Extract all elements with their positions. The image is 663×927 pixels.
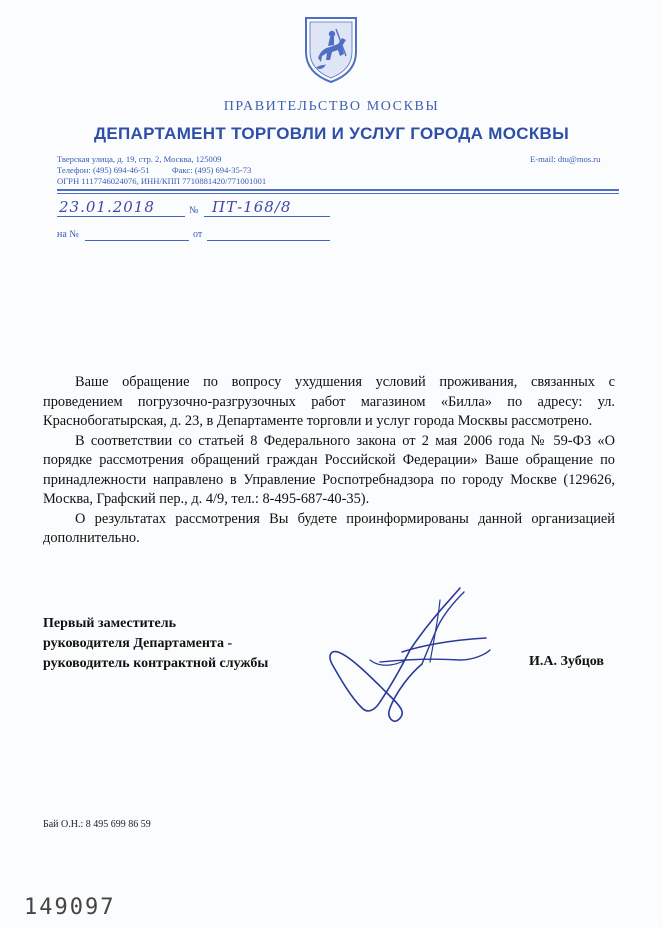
stamp-number: 149097 (24, 895, 116, 920)
department-name: ДЕПАРТАМЕНТ ТОРГОВЛИ И УСЛУГ ГОРОДА МОСКВЫ (93, 124, 570, 143)
header-rule-thick (57, 189, 619, 191)
phone: Телефон: (495) 694-46-51 (57, 165, 150, 175)
fax: Факс: (495) 694-35-73 (171, 165, 252, 175)
executor-contact: Бай О.Н.: 8 495 699 86 59 (43, 819, 151, 830)
signer-title (43, 614, 268, 674)
body-paragraph: В соответствии со статьей 8 Федерального закона от 2 мая 2006 года № 59-ФЗ «О порядке рассмотрения обращений граждан Российской Федерации» Ваше обращение по принадлежности направлено в Управление Роспотребнадзора по городу Москве (129626, Москва, Графский пер., д. 4/9, тел.: 8-495-687-40-35). (43, 432, 615, 507)
on-number-label: на № (57, 229, 79, 240)
registration-ids: ОГРН 1117746024076, ИНН/КПП 7710881420/771001001 (57, 176, 267, 186)
signer-title-line: руководителя Департамента - (43, 636, 233, 651)
header-rule-thin (57, 193, 619, 194)
letter-body (43, 373, 615, 549)
date-line (57, 216, 185, 217)
on-number-line (85, 240, 189, 241)
address-line: Тверская улица, д. 19, стр. 2, Москва, 125009 (57, 154, 222, 164)
body-paragraph: Ваше обращение по вопросу ухудшения условий проживания, связанных с проведением погрузочно-разгрузочных работ магазином «Билла» по адресу: ул. Краснобогатырская, д. 23, в Департаменте торговли и услуг города Москвы рассмотрено. (43, 374, 615, 429)
email: E-mail: dtu@mos.ru (530, 154, 601, 164)
from-line (207, 240, 330, 241)
signer-name: И.А. Зубцов (529, 654, 604, 669)
number-label: № (189, 205, 199, 216)
address-block (57, 154, 266, 187)
handwritten-date: 23.01.2018 (59, 198, 155, 216)
number-line (204, 216, 330, 217)
handwritten-signature (310, 580, 510, 730)
handwritten-number: ПТ-168/8 (212, 198, 292, 216)
government-name: ПРАВИТЕЛЬСТВО МОСКВЫ (223, 99, 440, 114)
from-label: от (193, 229, 203, 240)
signer-title-line: руководитель контрактной службы (43, 656, 269, 671)
moscow-coat-of-arms-icon (302, 14, 360, 84)
signer-title-line: Первый заместитель (43, 616, 176, 631)
body-paragraph: О результатах рассмотрения Вы будете проинформированы данной организацией дополнительно. (43, 510, 615, 546)
phone-fax-line (57, 165, 266, 176)
